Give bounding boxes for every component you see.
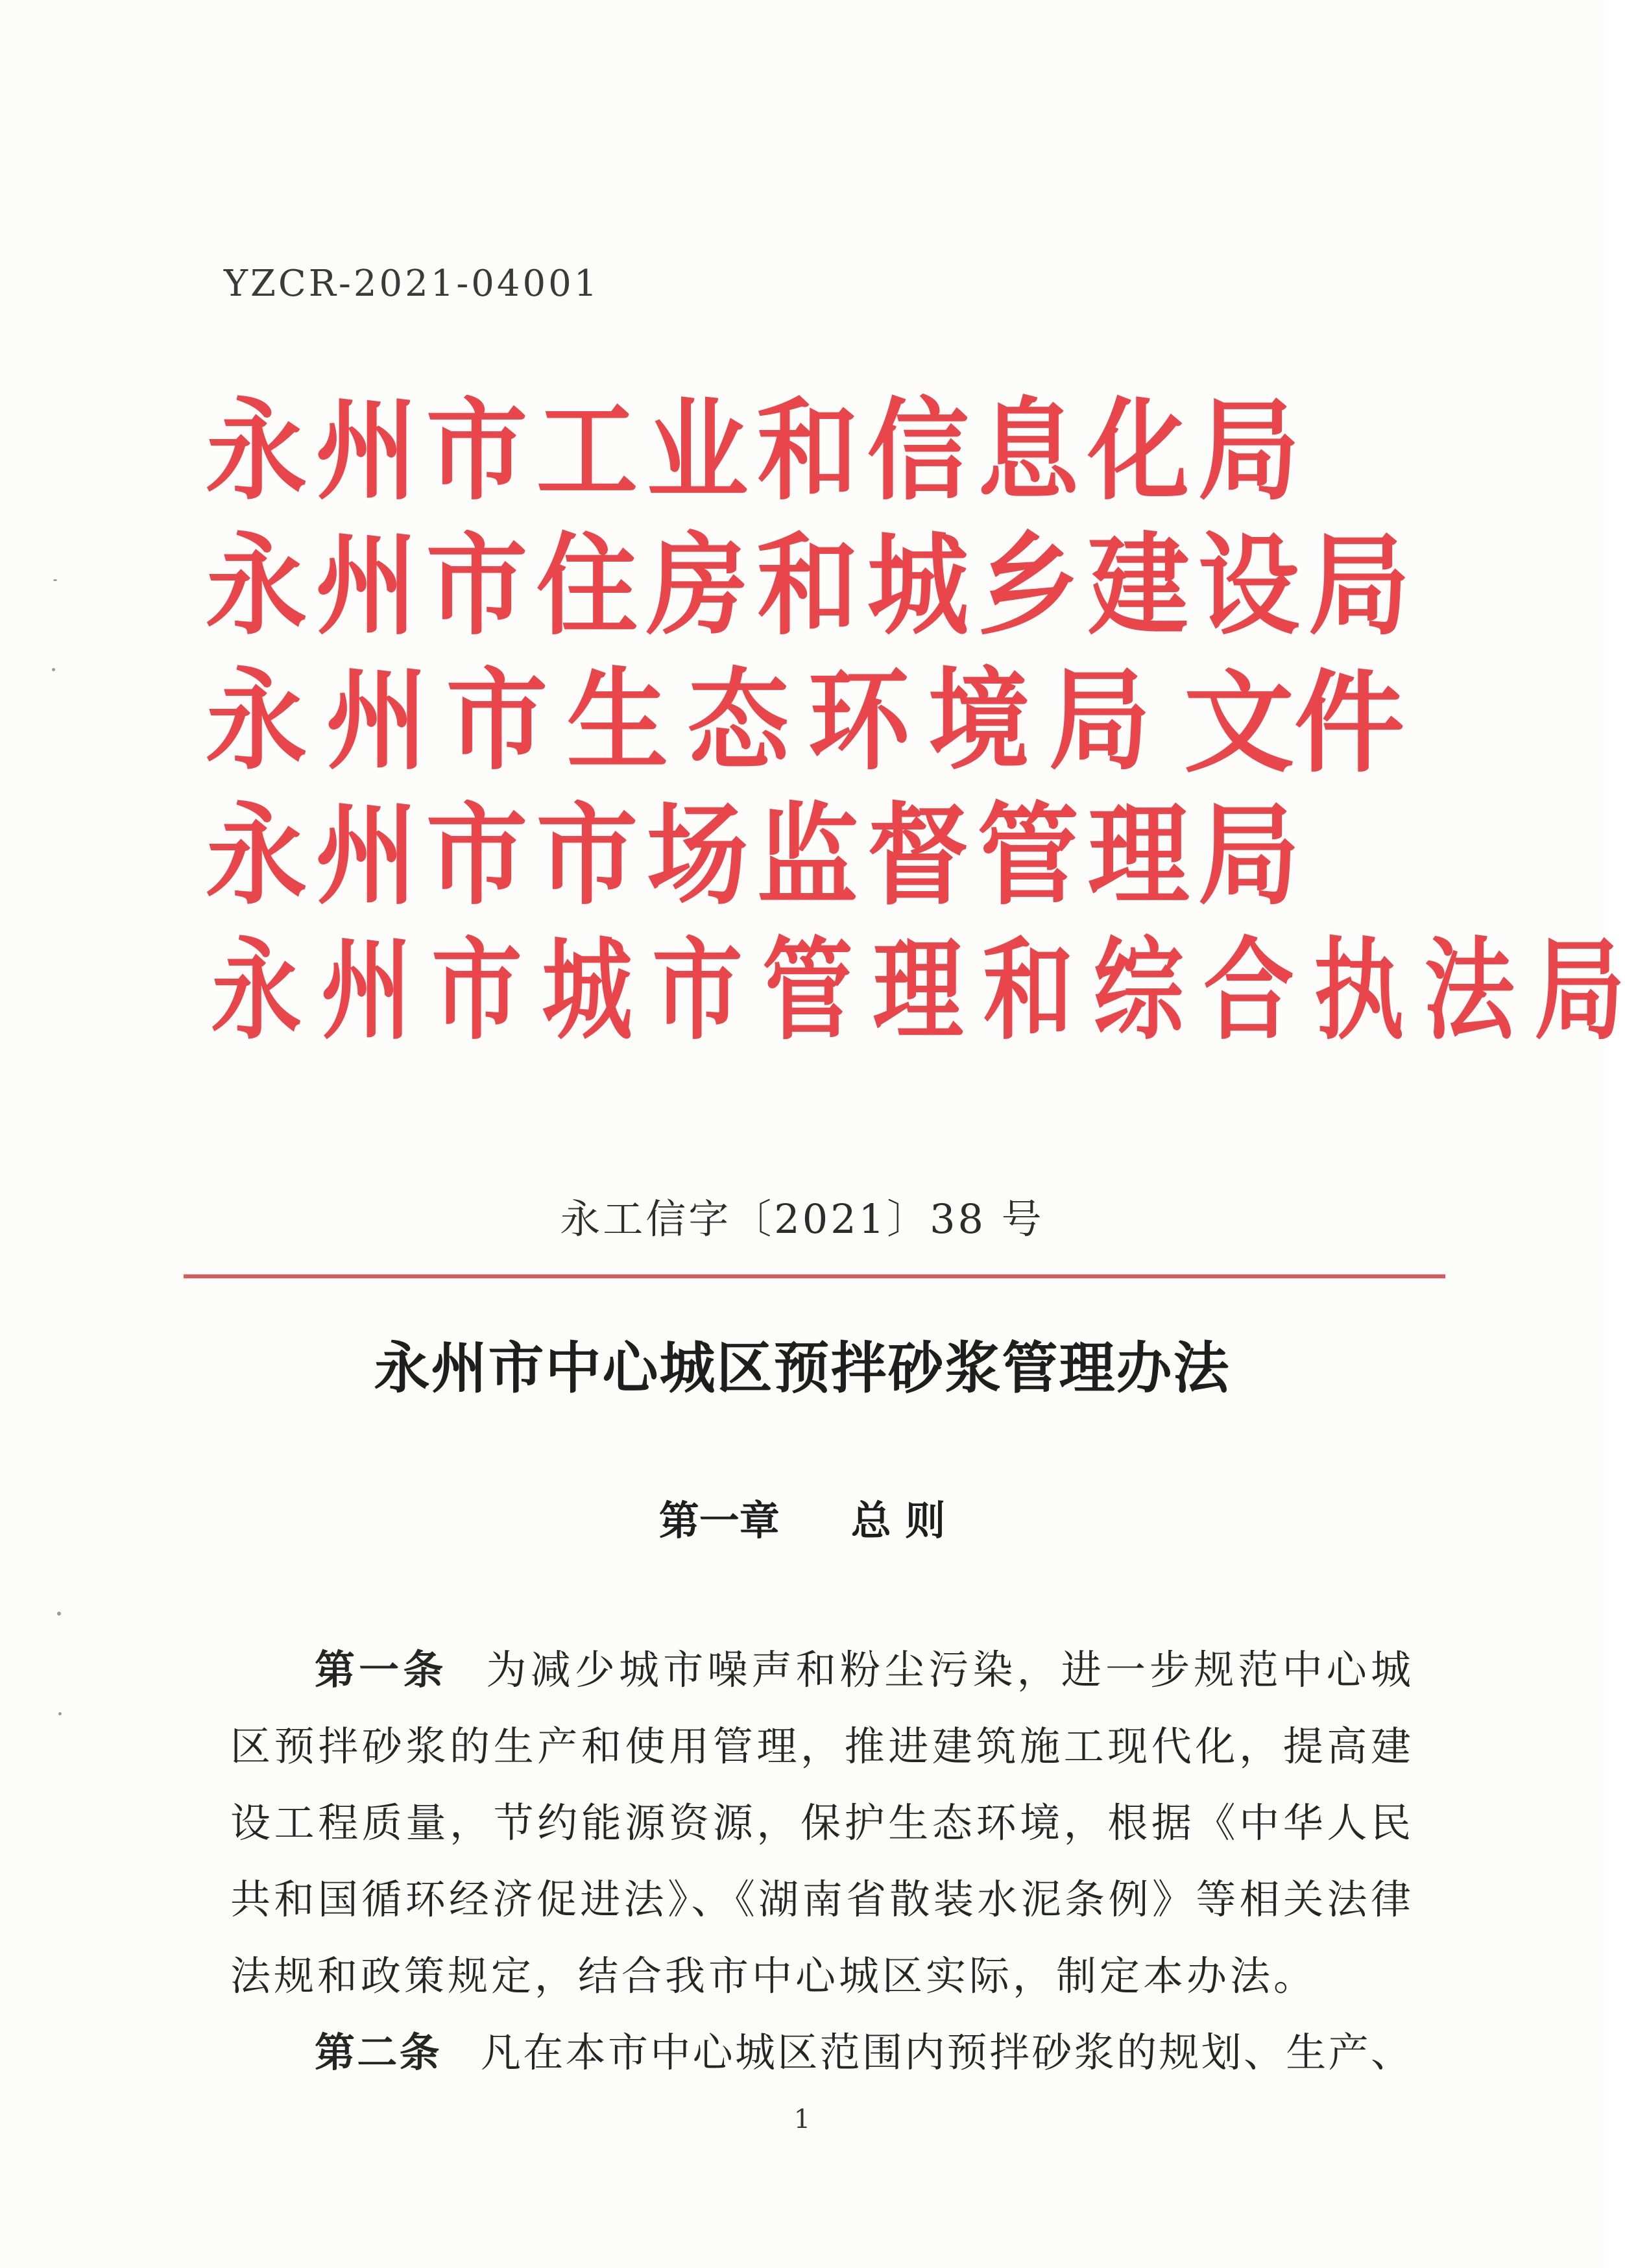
document-word-label: 文件 xyxy=(1184,658,1405,788)
issuer-char: 永 xyxy=(205,386,307,516)
issuer-char: 督 xyxy=(867,791,969,920)
issuer-char: 住 xyxy=(536,521,638,651)
issuer-ecology-environment-bureau xyxy=(201,656,1155,785)
issuer-housing-construction-bureau xyxy=(201,521,1410,651)
issuer-char: 局 xyxy=(1048,656,1151,785)
issuer-char: 市 xyxy=(426,386,528,516)
issuer-char: 局 xyxy=(1534,925,1625,1055)
issuer-char: 生 xyxy=(566,656,669,785)
issuer-char: 综 xyxy=(1093,925,1184,1055)
document-title: 永州市中心城区预拌砂浆管理办法 xyxy=(374,1335,1231,1401)
issuer-char: 城 xyxy=(542,925,632,1055)
issuer-char: 理 xyxy=(873,925,963,1055)
issuer-char: 态 xyxy=(687,656,789,785)
issuer-char: 境 xyxy=(928,656,1030,785)
issuer-char: 局 xyxy=(1198,386,1300,516)
issuer-char: 和 xyxy=(756,521,859,651)
issuer-char: 永 xyxy=(205,521,307,651)
issuer-char: 息 xyxy=(977,386,1079,516)
issuer-char: 州 xyxy=(315,791,418,920)
issuer-char: 信 xyxy=(867,386,969,516)
page-number: 1 xyxy=(793,2105,811,2134)
issuer-char: 和 xyxy=(756,386,859,516)
issuer-char: 乡 xyxy=(977,521,1079,651)
article-1-line: 设工程质量，节约能源资源，保护生态环境，根据《中华人民 xyxy=(230,1799,1411,1846)
article-1-text: 为减少城市噪声和粉尘污染，进一步规范中心城 xyxy=(486,1646,1411,1693)
issuer-char: 市 xyxy=(426,791,528,920)
issuer-char: 法 xyxy=(1424,925,1515,1055)
issuer-char: 监 xyxy=(756,791,859,920)
scan-speck xyxy=(57,1612,61,1616)
issuer-char: 房 xyxy=(646,521,749,651)
issuer-char: 州 xyxy=(326,656,427,785)
issuer-char: 市 xyxy=(431,925,522,1055)
document-code: YZCR-2021-04001 xyxy=(224,263,600,305)
issuer-char: 场 xyxy=(646,791,749,920)
issuer-char: 市 xyxy=(536,791,638,920)
issuer-char: 工 xyxy=(536,386,638,516)
article-2-label: 第二条 xyxy=(315,2029,442,2076)
issuer-char: 业 xyxy=(646,386,749,516)
issuer-char: 合 xyxy=(1203,925,1294,1055)
issuer-char: 管 xyxy=(977,791,1079,920)
scan-speck xyxy=(53,579,57,581)
issuer-char: 执 xyxy=(1314,925,1404,1055)
article-1-line: 法规和政策规定，结合我市中心城区实际，制定本办法。 xyxy=(230,1952,1318,1999)
issuer-char: 理 xyxy=(1087,791,1190,920)
article-1-label: 第一条 xyxy=(315,1646,448,1693)
issuer-char: 建 xyxy=(1087,521,1190,651)
issuer-char: 管 xyxy=(762,925,853,1055)
chapter-number: 第一章 xyxy=(658,1497,780,1544)
scan-speck xyxy=(58,1712,62,1715)
issuer-char: 化 xyxy=(1087,386,1190,516)
issuer-char: 市 xyxy=(652,925,743,1055)
issuer-char: 设 xyxy=(1198,521,1300,651)
issuer-char: 州 xyxy=(321,925,412,1055)
issuer-urban-management-bureau xyxy=(201,925,1625,1055)
issuer-char: 永 xyxy=(211,925,302,1055)
issuer-char: 永 xyxy=(205,791,307,920)
article-1-line: 区预拌砂浆的生产和使用管理，推进建筑施工现代化，提高建 xyxy=(230,1723,1411,1770)
issuer-char: 永 xyxy=(205,656,307,785)
document-number: 永工信字〔2021〕38 号 xyxy=(560,1195,1044,1243)
issuer-industry-it-bureau xyxy=(201,386,1300,516)
article-2-line xyxy=(315,2027,1411,2079)
issuer-char: 市 xyxy=(446,656,548,785)
issuer-char: 州 xyxy=(315,521,418,651)
issuer-char: 市 xyxy=(426,521,528,651)
issuer-char: 和 xyxy=(983,925,1074,1055)
issuer-market-supervision-bureau xyxy=(201,791,1300,920)
issuer-char: 州 xyxy=(315,386,418,516)
chapter-heading xyxy=(0,1488,1604,1546)
red-divider-line xyxy=(184,1274,1445,1278)
issuer-char: 环 xyxy=(808,656,909,785)
issuer-char: 局 xyxy=(1198,791,1300,920)
article-1-line xyxy=(315,1644,1411,1696)
chapter-name: 总 则 xyxy=(850,1497,946,1544)
issuer-char: 局 xyxy=(1308,521,1410,651)
scan-speck xyxy=(52,668,55,671)
issuer-char: 城 xyxy=(867,521,969,651)
article-1-line: 共和国循环经济促进法》、《湖南省散装水泥条例》等相关法律 xyxy=(230,1876,1411,1923)
article-2-text: 凡在本市中心城区范围内预拌砂浆的规划、生产、 xyxy=(481,2029,1411,2076)
